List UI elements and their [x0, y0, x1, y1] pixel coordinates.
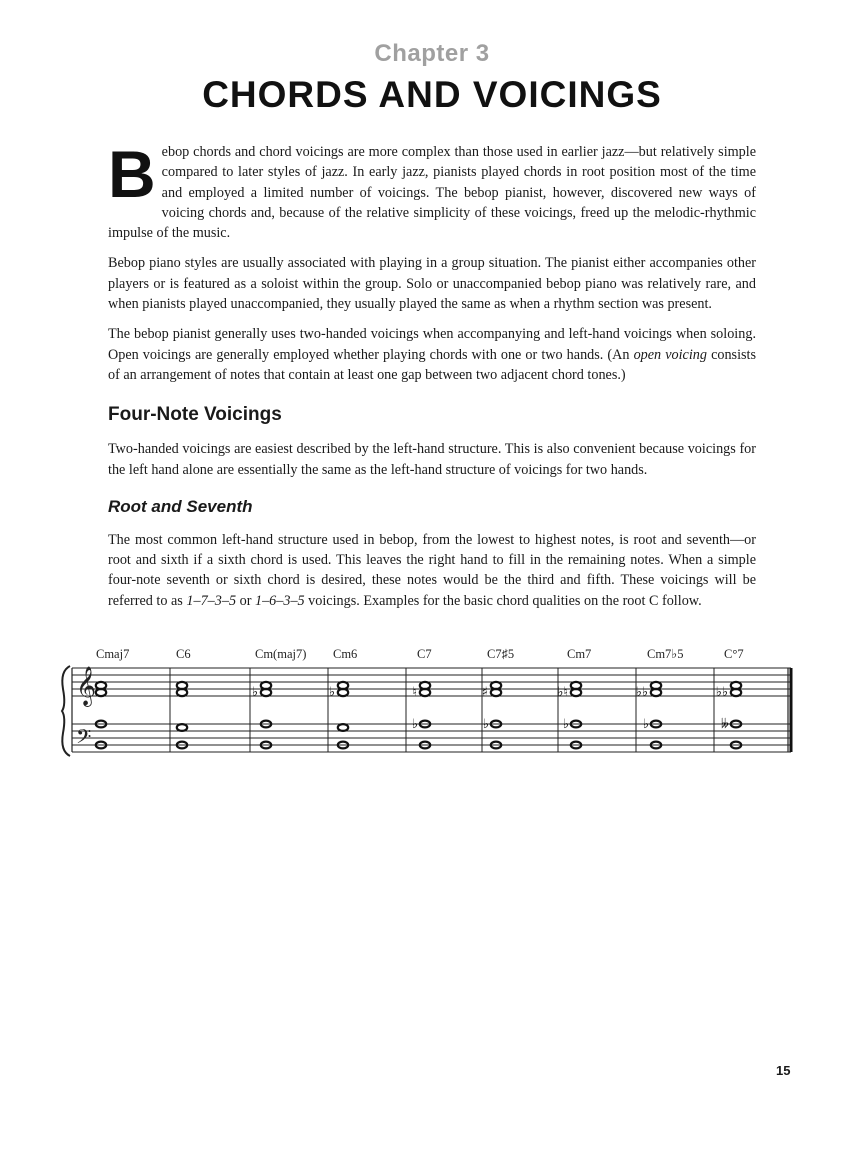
music-score — [0, 639, 864, 764]
body-text — [76, 137, 756, 764]
treble-accidental: ♯ — [481, 685, 488, 701]
treble-note — [571, 682, 581, 689]
page-number: 15 — [776, 1063, 791, 1078]
intro-paragraph-2: Bebop piano styles are usually associated with playing in a group situation. The pianist either accompanies other players or is featured as a soloist within the group. Solo or unaccompanied bebop piano was relatively rare, and when pianists played unaccompanied, they usually played the same as when a rhythm section was present. — [108, 255, 756, 313]
chord-symbol: Cm6 — [333, 647, 358, 662]
treble-accidental: ♭ — [251, 685, 258, 701]
bass-accidental: ♭ — [562, 717, 569, 733]
chord-symbol: C°7 — [724, 647, 744, 662]
treble-note — [96, 682, 106, 689]
p3-text-b: consists of an arrangement of notes that contain at least one gap between two adjacent chord tones.) — [108, 346, 756, 383]
chapter-title: CHORDS AND VOICINGS — [202, 74, 662, 115]
bass-upper-note — [177, 724, 187, 731]
chord-symbol: Cm7♭5 — [647, 647, 684, 662]
brace-icon — [62, 666, 70, 756]
treble-note — [338, 682, 348, 689]
chord-symbol: C7 — [417, 647, 432, 662]
bass-accidental: ♭ — [642, 717, 649, 733]
p3-text-a: The bebop pianist generally uses two-handed voicings when accompanying and left-hand voicings when soloing. Open voicings are generally employed whether playing chords with one or two hands. (An — [108, 326, 756, 363]
intro-paragraph-3 — [108, 324, 756, 385]
treble-accidental: ♭♭ — [635, 685, 648, 701]
s2-text-b: voicings. Examples for the basic chord qualities on the root C follow. — [304, 592, 702, 609]
p3-emphasis: open voicing — [633, 346, 707, 363]
bass-accidental: 𝄫 — [721, 717, 729, 733]
section-heading-four-note-voicings: Four-Note Voicings — [108, 404, 282, 426]
s2-em-1: 1–7–3–5 — [186, 592, 237, 609]
s2-mid: or — [236, 592, 255, 609]
treble-note — [261, 682, 271, 689]
chord-symbol: C6 — [176, 647, 191, 662]
treble-note — [491, 682, 501, 689]
intro-paragraph-1 — [108, 137, 756, 243]
chord-symbol: Cm(maj7) — [255, 647, 307, 662]
bass-clef-icon: 𝄢 — [76, 725, 92, 754]
drop-cap: B — [108, 137, 156, 211]
treble-note — [420, 682, 430, 689]
treble-accidental: ♮ — [412, 685, 417, 701]
treble-note — [651, 682, 661, 689]
treble-accidental: ♭♭ — [715, 685, 728, 701]
chord-symbol: Cmaj7 — [96, 647, 130, 662]
section1-paragraph: Two-handed voicings are easiest described by the left-hand structure. This is also convenient because voicings for the left hand alone are essentially the same as the left-hand structure of voicings for two hands. — [108, 441, 756, 478]
bass-accidental: ♭ — [482, 717, 489, 733]
chord-symbol: Cm7 — [567, 647, 592, 662]
s2-em-2: 1–6–3–5 — [254, 592, 305, 609]
bass-accidental: ♭ — [411, 717, 418, 733]
subsection-heading-root-and-seventh: Root and Seventh — [108, 496, 253, 516]
bass-upper-note — [338, 724, 348, 731]
treble-note — [177, 682, 187, 689]
chapter-label: Chapter 3 — [374, 40, 490, 67]
chord-symbol: C7♯5 — [487, 647, 515, 662]
intro-text: ebop chords and chord voicings are more complex than those used in earlier jazz—but relatively simple compared to later styles of jazz. In early jazz, pianists played chords in root position most of the time and employed a limited number of voicings. The bebop pianist, however, discovered new ways of voicing chords and, because of the relative simplicity of these voicings, freed up the melodic-rhythmic impulse of the music. — [108, 144, 756, 242]
treble-note — [731, 682, 741, 689]
treble-accidental: ♭ — [328, 685, 335, 701]
section2-paragraph — [108, 530, 756, 611]
s2-text-a: The most common left-hand structure used in bebop, from the lowest to highest notes, is root and seventh—or root and sixth if a sixth chord is used. This leaves the right hand to fill in the remaining notes. When a simple four-note seventh or sixth chord is desired, these notes would be the third and fifth. These voicings will be referred to as — [108, 531, 756, 609]
treble-accidental: ♭♮ — [557, 685, 568, 701]
treble-clef-icon: 𝄞 — [76, 666, 97, 707]
